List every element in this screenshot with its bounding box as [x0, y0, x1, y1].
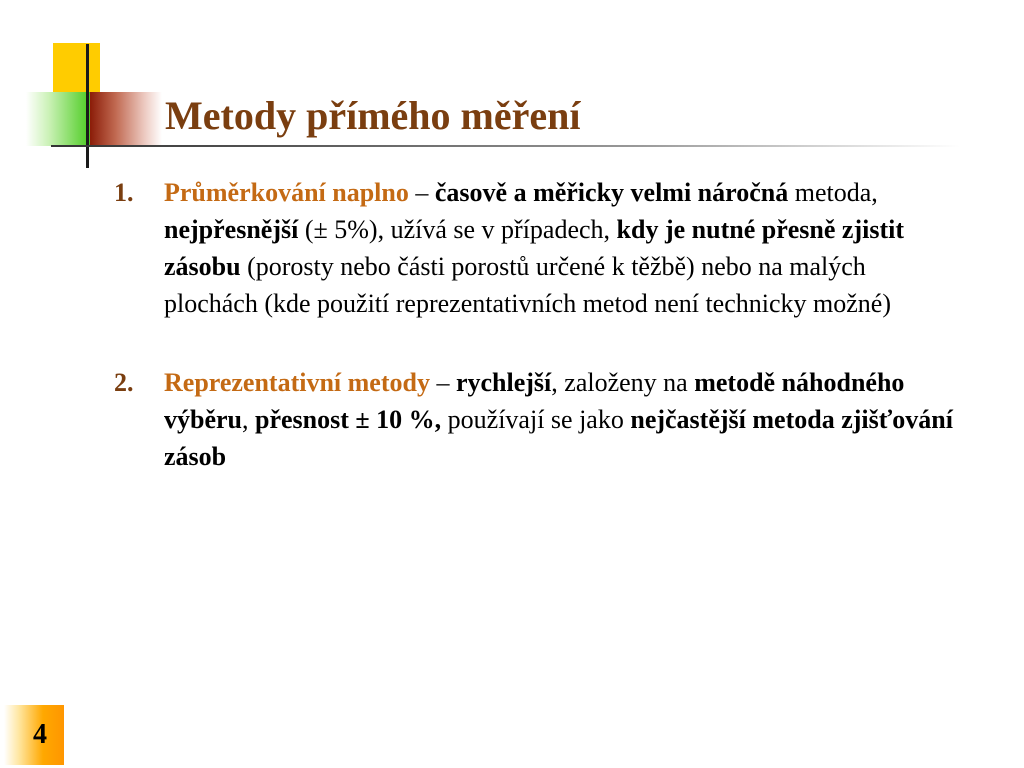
item-2-emphasis-most-common: nejčastější metoda zjišťování zásob	[164, 405, 953, 471]
item-2-text-used-as: používají se jako	[441, 405, 631, 434]
decor-vertical-line	[86, 44, 89, 168]
slide-title: Metody přímého měření	[165, 93, 581, 138]
item-1-text-accuracy: (± 5%), užívá se v případech,	[298, 215, 617, 244]
item-2-emphasis-faster: rychlejší	[455, 368, 552, 397]
item-2-comma: ,	[242, 405, 255, 434]
item-1-text-tail: (porosty nebo části porostů určené k těžbě) nebo na malých plochách (kde použití reprezentativních metod není technicky možné)	[164, 252, 891, 318]
item-1-heading: Průměrkování naplno	[164, 178, 409, 207]
item-2-text-based-on: , založeny na	[551, 368, 695, 397]
decor-red-gradient	[90, 92, 162, 146]
item-2-emphasis-random-sampling: metodě náhodného výběru	[164, 368, 905, 434]
list-item	[114, 364, 964, 475]
item-1-dash: –	[408, 178, 435, 207]
item-1-emphasis-demanding: časově a měřicky velmi náročná	[434, 178, 789, 207]
item-2-dash: –	[429, 368, 456, 397]
list-item-number: 1.	[114, 178, 134, 207]
page-number: 4	[33, 719, 47, 750]
list-item-text	[164, 174, 964, 322]
list-item-number: 2.	[114, 368, 134, 397]
item-1-emphasis-when-needed: kdy je nutné přesně zjistit zásobu	[164, 215, 904, 281]
numbered-list	[114, 174, 964, 475]
item-1-emphasis-most-accurate: nejpřesnější	[164, 215, 299, 244]
item-1-text-method: metoda,	[788, 178, 878, 207]
title-underline	[51, 145, 960, 147]
list-item	[114, 174, 964, 322]
decor-green-gradient	[26, 92, 90, 146]
list-item-text	[164, 364, 964, 475]
item-2-emphasis-accuracy: přesnost ± 10 %,	[255, 405, 442, 434]
decor-yellow-square	[53, 43, 100, 93]
item-2-heading: Reprezentativní metody	[164, 368, 430, 397]
